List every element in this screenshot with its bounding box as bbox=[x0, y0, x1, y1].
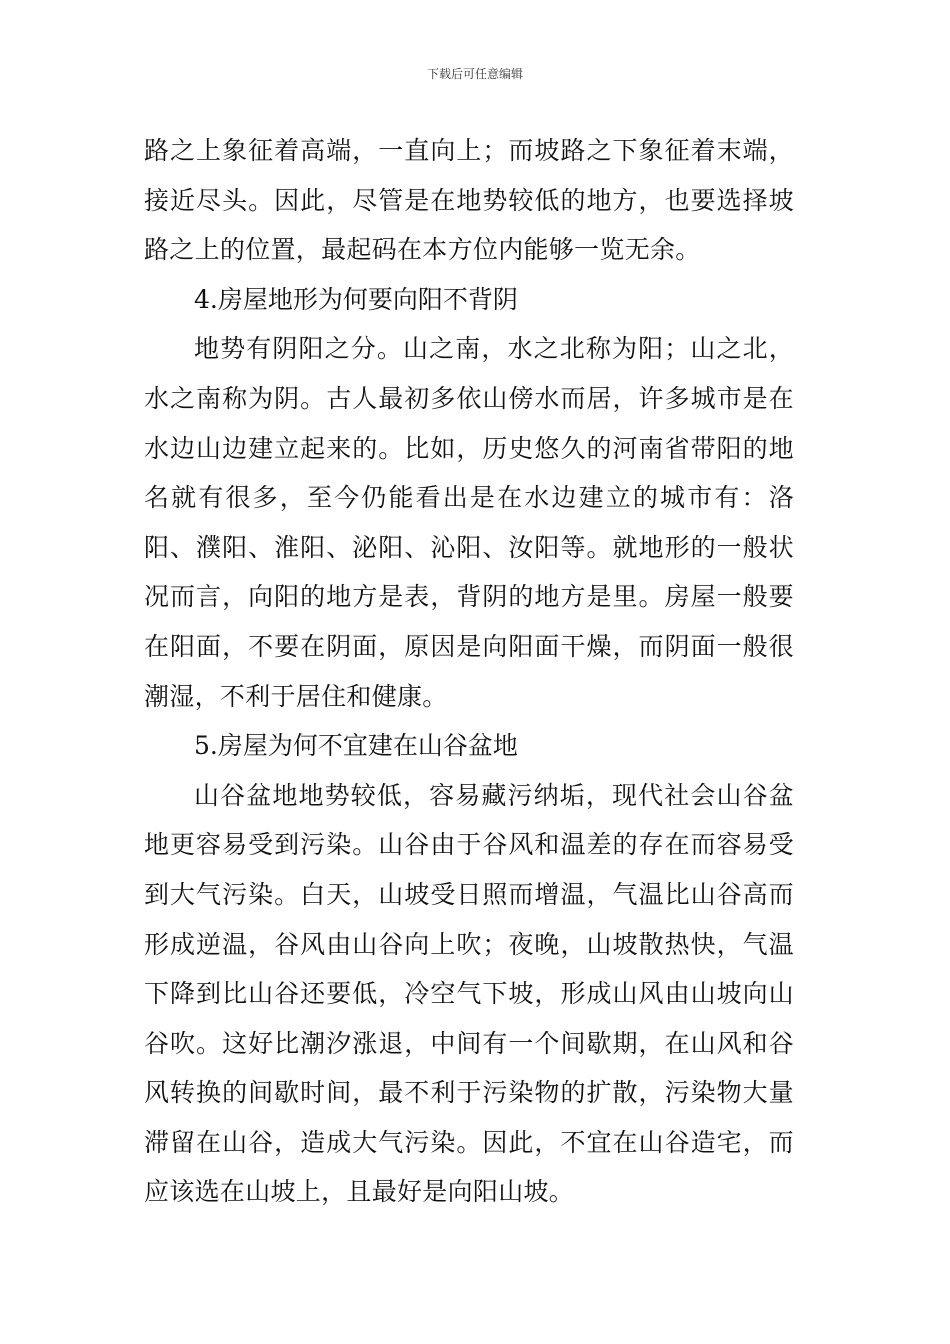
section-heading-4: 4.房屋地形为何要向阳不背阴 bbox=[194, 284, 518, 314]
page-header: 下载后可任意编辑 bbox=[426, 67, 523, 81]
paragraph-yin-yang-terrain: 地势有阴阳之分。山之南，水之北称为阳；山之北，水之南称为阴。古人最初多依山傍水而居，许多城市是在水边山边建立起来的。比如，历史悠久的河南省带阳的地名就有很多，至今仍能看出是在水边建立的城市有：洛阳、濮阳、淮阳、泌阳、沁阳、汝阳等。就地形的一般状况而言，向阳的地方是表，背阴的地方是里。房屋一般要在阳面，不要在阴面，原因是向阳面干燥，而阴面一般很潮湿，不利于居住和健康。 bbox=[144, 334, 794, 711]
paragraph-continuation: 路之上象征着高端，一直向上；而坡路之下象征着末端，接近尽头。因此，尽管是在地势较低的地方，也要选择坡路之上的位置，最起码在本方位内能够一览无余。 bbox=[144, 136, 794, 265]
paragraph-valley-basin: 山谷盆地地势较低，容易藏污纳垢，现代社会山谷盆地更容易受到污染。山谷由于谷风和温差的存在而容易受到大气污染。白天，山坡受日照而增温，气温比山谷高而形成逆温，谷风由山谷向上吹；夜晚，山坡散热快，气温下降到比山谷还要低，冷空气下坡，形成山风由山坡向山谷吹。这好比潮汐涨退，中间有一个间歇期，在山风和谷风转换的间歇时间，最不利于污染物的扩散，污染物大量滞留在山谷，造成大气污染。因此，不宜在山谷造宅，而应该选在山坡上，且最好是向阳山坡。 bbox=[144, 780, 794, 1207]
section-heading-5: 5.房屋为何不宜建在山谷盆地 bbox=[194, 731, 518, 761]
document-body bbox=[144, 126, 794, 1217]
